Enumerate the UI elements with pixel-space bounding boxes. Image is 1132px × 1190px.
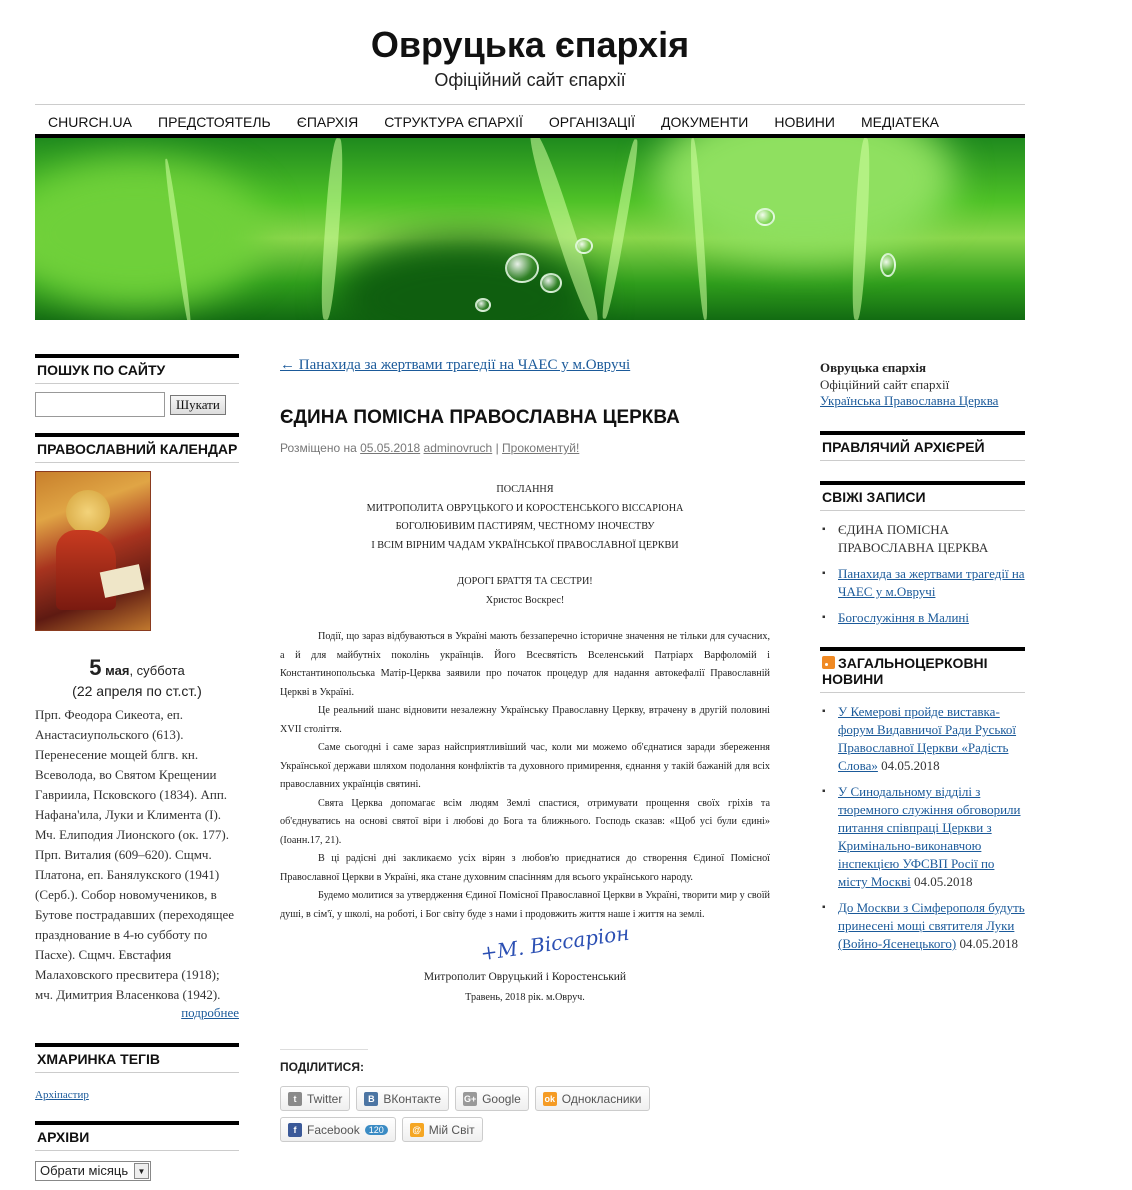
share-twitter-button[interactable] xyxy=(280,1086,350,1111)
post-date-link[interactable]: 05.05.2018 xyxy=(360,441,421,455)
mailru-icon: @ xyxy=(410,1123,424,1137)
recent-post-link[interactable]: Панахида за жертвами трагедії на ЧАЕС у м.Овручі xyxy=(838,566,1025,599)
letter-heading: І ВСІМ ВІРНИМ ЧАДАМ УКРАЇНСЬКОЇ ПРАВОСЛАВНОЇ ЦЕРКВИ xyxy=(371,539,679,551)
share-label: Однокласники xyxy=(561,1091,642,1106)
previous-post-link[interactable]: ← Панахида за жертвами трагедії на ЧАЕС у м.Овручі xyxy=(280,357,631,373)
calendar-day: 5 xyxy=(89,655,102,680)
tag-link[interactable]: Архіпастир xyxy=(35,1089,89,1101)
list-item xyxy=(820,703,1025,775)
recent-post-current: ЄДИНА ПОМІСНА ПРАВОСЛАВНА ЦЕРКВА xyxy=(838,522,989,555)
archives-widget-title: АРХІВИ xyxy=(35,1121,239,1151)
letter-paragraph: Саме сьогодні і саме зараз найсприятливіший час, коли ми можемо об'єднатися заради збереження Української держави шляхом подолання конфліктів та духовного примирення, єднання у такій бажаній для всіх православних українців святині. xyxy=(280,742,770,790)
general-news-title-text: ЗАГАЛЬНОЦЕРКОВНІ НОВИНИ xyxy=(822,655,988,687)
share-count-badge: 120 xyxy=(365,1125,388,1135)
halo-shape xyxy=(66,490,110,534)
odnoklassniki-icon: ok xyxy=(544,1093,556,1104)
nav-item-news[interactable]: НОВИНИ xyxy=(774,114,835,130)
search-widget-title: ПОШУК ПО САЙТУ xyxy=(35,354,239,384)
calendar-more-link[interactable]: подробнее xyxy=(181,1005,239,1020)
vk-icon: B xyxy=(364,1092,378,1106)
google-icon: G+ xyxy=(463,1093,477,1104)
news-link[interactable]: У Кемерові пройде виставка-форум Видавничої Ради Руської Православної Церкви «Радість Слова» xyxy=(838,704,1017,773)
nav-item-structure[interactable]: СТРУКТУРА ЄПАРХІЇ xyxy=(384,114,523,130)
info-link[interactable]: Українська Православна Церква xyxy=(820,393,999,408)
general-news-title xyxy=(820,647,1025,693)
calendar-widget-title: ПРАВОСЛАВНИЙ КАЛЕНДАР xyxy=(35,433,239,463)
search-button[interactable]: Шукати xyxy=(170,395,226,415)
signature-text: +М. Віссаріон xyxy=(479,920,631,966)
news-link[interactable]: До Москви з Сімферополя будуть принесені мощі святителя Луки (Войно-Ясенецького) xyxy=(838,900,1025,951)
share-google-button[interactable] xyxy=(455,1086,529,1111)
letter-paragraph: В ці радісні дні закликаємо усіх вірян з любов'ю приєднатися до створення Єдиної Помісної Православної Церкви в Україні, яка стане духовним спасінням для всього українського народу. xyxy=(280,853,770,883)
letter-paragraph: Свята Церква допомагає всім людям Землі спастися, отримувати прощення своїх гріхів та об'єднуватись на основі святої віри і любові до Бога та ближнього. Господь сказав: «Щоб усі були єдині» (Іоанн.17, 21). xyxy=(280,797,770,846)
letter-paragraph: Це реальний шанс відновити незалежну Українську Православну Церкву, втрачену в другій половині XVII століття. xyxy=(280,705,770,735)
bishop-widget-title[interactable]: ПРАВЛЯЧИЙ АРХІЄРЕЙ xyxy=(820,431,1025,461)
search-form xyxy=(35,392,239,417)
archives-select-value: Обрати місяць xyxy=(40,1163,129,1178)
site-description: Офіційний сайт єпархії xyxy=(434,70,626,90)
share-buttons xyxy=(280,1086,680,1142)
list-item xyxy=(820,565,1025,601)
letter-paragraph: Будемо молитися за утвердження Єдиної Помісної Православної Церкви в Україні, творити мир у своїй душі, в сім'ї, у школі, на роботі, і Бог світу буде з нами і продовжить життя наше і життя на землі. xyxy=(280,890,770,920)
info-title: Овруцька єпархія xyxy=(820,360,927,375)
post-meta-separator: | xyxy=(495,441,499,455)
calendar-date xyxy=(35,655,239,681)
nav-item-organizations[interactable]: ОРГАНІЗАЦІЇ xyxy=(548,114,636,130)
calendar-weekday: , суббота xyxy=(129,663,185,678)
nav-item-church[interactable]: CHURCH.UA xyxy=(48,114,132,130)
letter-image xyxy=(280,481,770,1007)
letter-signer: Митрополит Овруцький і Коростенський xyxy=(423,971,627,983)
news-date: 04.05.2018 xyxy=(914,874,973,889)
calendar-old-style-date: (22 апреля по ст.ст.) xyxy=(72,683,202,699)
archives-select[interactable] xyxy=(35,1161,151,1181)
news-link[interactable]: У Синодальному відділі з тюремного служіння обговорили питання співпраці Церкви з Кримінально-виконавчою інспекцією УФСВП Росії по місту Москві xyxy=(838,784,1021,889)
rss-icon[interactable] xyxy=(822,656,835,669)
main-content xyxy=(280,354,770,1142)
signature-image xyxy=(479,920,631,968)
share-label: Google xyxy=(482,1091,521,1106)
calendar-saints-text: Прп. Феодора Сикеота, еп. Анастасиупольского (613). Перенесение мощей блгв. кн. Всеволода, во Святом Крещении Гавриила, Псковского (1834). Апп. Нафана'ила, Луки и Климента (I). Мч. Елиподия Лионского (ок. 177). Прп. Виталия (609–620). Сщмч. Платона, еп. Банялукского (1941) (Серб.). Собор новомучеников, в Бутове пострадавших (переходящее празднование в 4-ю субботу по Пасхе). Сщмч. Евстафия Малаховского пресвитера (1918); мч. Димитрия Власенкова (1942). xyxy=(35,707,235,1002)
post-title: ЄДИНА ПОМІСНА ПРАВОСЛАВНА ЦЕРКВА xyxy=(280,407,680,428)
left-sidebar xyxy=(35,354,239,1181)
news-date: 04.05.2018 xyxy=(881,758,940,773)
post-meta-prefix: Розміщено на xyxy=(280,441,357,455)
share-odnoklassniki-button[interactable] xyxy=(535,1086,650,1111)
post-meta xyxy=(280,441,770,455)
info-description: Офіційний сайт єпархії xyxy=(820,377,950,392)
recent-post-link[interactable]: Богослужіння в Малині xyxy=(838,610,969,625)
nav-item-media[interactable]: МЕДІАТЕКА xyxy=(860,114,939,130)
post-author-link[interactable]: adminovruch xyxy=(423,441,493,455)
search-input[interactable] xyxy=(35,392,165,417)
share-label: ВКонтакте xyxy=(383,1091,442,1106)
chevron-down-icon[interactable]: ▼ xyxy=(134,1163,149,1179)
calendar-month: мая xyxy=(105,663,130,678)
site-title[interactable]: Овруцька єпархія xyxy=(370,24,690,65)
post-comment-link[interactable]: Прокоментуй! xyxy=(502,441,580,455)
share-vk-button[interactable] xyxy=(356,1086,449,1111)
main-nav xyxy=(35,104,1025,138)
header-banner-image xyxy=(35,138,1025,320)
letter-heading: ПОСЛАННЯ xyxy=(496,484,554,495)
news-date: 04.05.2018 xyxy=(959,936,1018,951)
list-item xyxy=(820,609,1025,627)
share-facebook-button[interactable] xyxy=(280,1117,396,1142)
list-item xyxy=(820,521,1025,557)
nav-item-eparchy[interactable]: ЄПАРХІЯ xyxy=(296,114,359,130)
share-label: Facebook xyxy=(307,1122,360,1137)
letter-paragraph: Події, що зараз відбуваються в Україні мають беззаперечно історичне значення не тільки для сучасних, а й для майбутніх поколінь українців. Його Всесвятість Вселенський Патріарх Варфоломій і Константинопольська Матір-Церква заявили про початок процедур для надання автокефалії Православній Церкві в Україні. xyxy=(280,631,770,698)
right-sidebar xyxy=(820,360,1025,961)
letter-place-date: Травень, 2018 рік. м.Овруч. xyxy=(465,991,585,1003)
letter-greeting-2: Христос Воскрес! xyxy=(485,594,565,606)
letter-heading: БОГОЛЮБИВИМ ПАСТИРЯМ, ЧЕСТНОМУ ІНОЧЕСТВУ xyxy=(395,521,655,532)
tags-widget-title: ХМАРИНКА ТЕГІВ xyxy=(35,1043,239,1073)
nav-item-primate[interactable]: ПРЕДСТОЯТЕЛЬ xyxy=(158,114,271,130)
facebook-icon: f xyxy=(288,1123,302,1137)
nav-item-documents[interactable]: ДОКУМЕНТИ xyxy=(661,114,749,130)
list-item xyxy=(820,899,1025,953)
list-item xyxy=(820,783,1025,891)
letter-heading: МИТРОПОЛИТА ОВРУЦЬКОГО И КОРОСТЕНСЬКОГО ВІССАРІОНА xyxy=(366,502,684,514)
share-mailru-button[interactable] xyxy=(402,1117,483,1142)
share-title: ПОДІЛИТИСЯ: xyxy=(280,1049,368,1074)
letter-greeting: ДОРОГІ БРАТТЯ ТА СЕСТРИ! xyxy=(457,576,593,587)
share-label: Мій Світ xyxy=(428,1122,475,1137)
recent-posts-list xyxy=(820,521,1025,627)
recent-posts-title: СВІЖІ ЗАПИСИ xyxy=(820,481,1025,511)
general-news-list xyxy=(820,703,1025,953)
saint-icon-image[interactable] xyxy=(35,471,151,631)
twitter-icon: t xyxy=(288,1092,302,1106)
share-label: Twitter xyxy=(307,1091,343,1106)
